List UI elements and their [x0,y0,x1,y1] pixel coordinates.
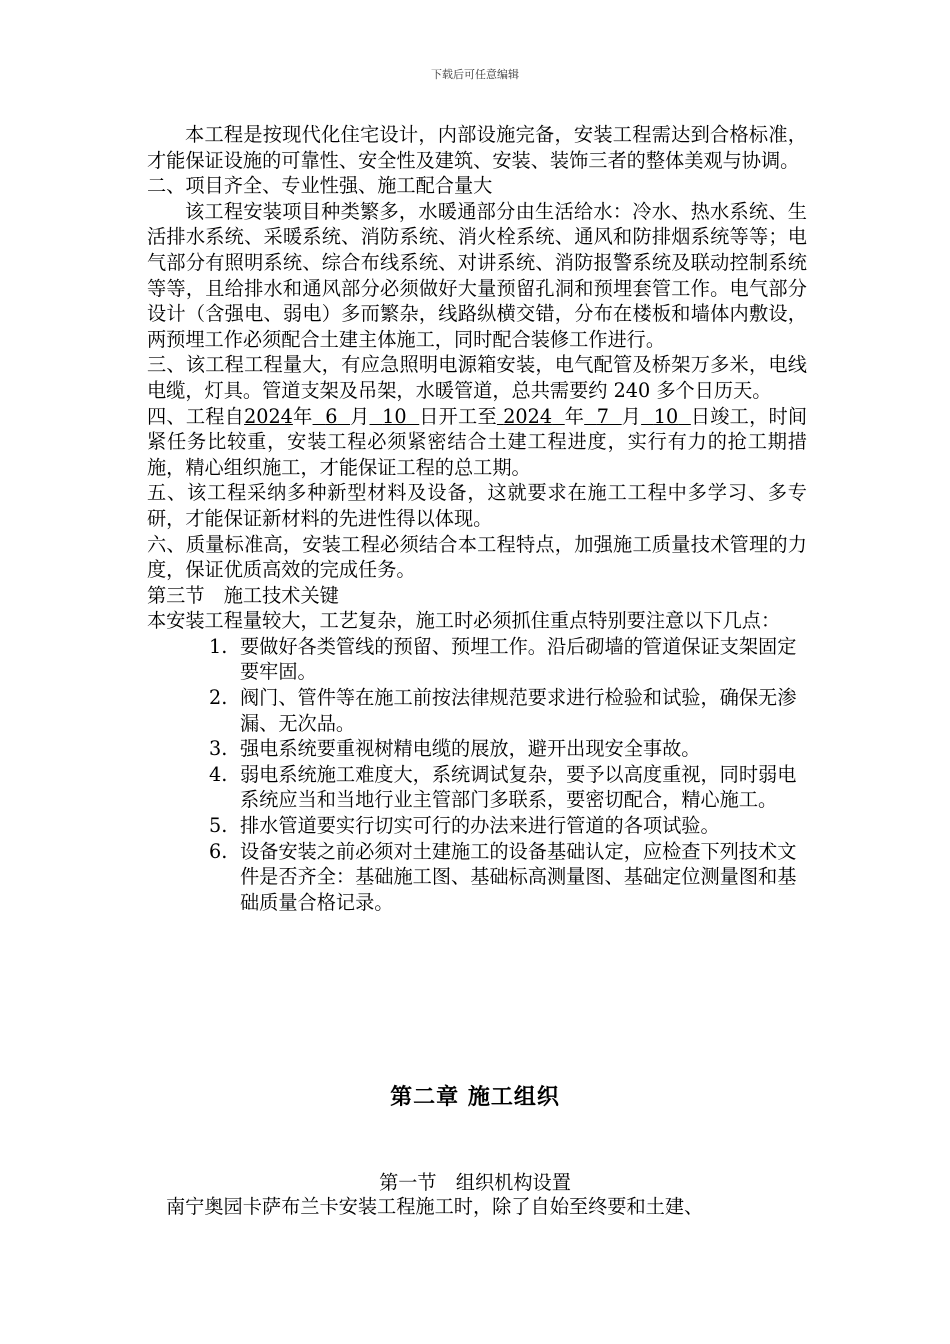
end-month: 7 [596,404,610,428]
list-item: 4. 弱电系统施工难度大，系统调试复杂，要予以高度重视，同时弱电系统应当和当地行业主管部门多联系，要密切配合，精心施工。 [209,762,797,812]
month-label: 月 [350,404,370,428]
tech-key-list [147,634,807,916]
start-day: 10 [382,404,407,428]
section-1-title: 第一节 组织机构设置 [379,1171,571,1194]
start-month: 6 [325,404,338,428]
start-year: 2024 [244,404,293,428]
point-4-suffix: 日竣工，时间紧任务比较重，安装工程必须紧密结合土建工程进度，实行有力的抢工期措施，精心组织施工，才能保证工程的总工期。 [147,404,808,479]
end-day: 10 [653,404,679,428]
body-last-line: 南宁奥园卡萨布兰卡安装工程施工时，除了自始至终要和土建、 [166,1195,704,1218]
chapter-title: 第二章 施工组织 [390,1085,560,1110]
year-label-2: 年 [564,404,585,428]
point-4 [147,404,807,481]
end-year: 2024 [503,404,553,428]
point-2-body: 该工程安装项目种类繁多，水暖通部分由生活给水：冷水、热水系统、生活排水系统、采暖系统、消防系统、消火栓系统、通风和防排烟系统等等；电气部分有照明系统、综合布线系统、对讲系统、消防报警系统及联动控制系统等等，且给排水和通风部分必须做好大量预留孔洞和预埋套管工作。电气部分设计（含强电、弱电）多而繁杂，线路纵横交错，分布在楼板和墙体内敷设，两预埋工作必须配合土建主体施工，同时配合装修工作进行。 [147,199,807,351]
year-label: 年 [292,404,313,428]
point-4-prefix: 四、工程自 [147,404,245,428]
list-item: 5. 排水管道要实行切实可行的办法来进行管道的各项试验。 [209,814,720,838]
point-6: 六、质量标准高，安装工程必须结合本工程特点，加强施工质量技术管理的力度，保证优质高效的完成任务。 [147,532,807,582]
day-to-label: 日开工至 [419,404,497,428]
list-item: 6. 设备安装之前必须对土建施工的设备基础认定，应检查下列技术文件是否齐全：基础施工图、基础标高测量图、基础定位测量图和基础质量合格记录。 [209,839,797,914]
point-3: 三、该工程工程量大，有应急照明电源箱安装，电气配管及桥架万多米，电线电缆，灯具。管道支架及吊架，水暖管道，总共需要约 240 多个日历天。 [147,353,807,402]
list-item: 3. 强电系统要重视树精电缆的展放，避开出现安全事故。 [209,737,701,761]
point-5: 五、该工程采纳多种新型材料及设备，这就要求在施工工程中多学习、多专研，才能保证新材料的先进性得以体现。 [147,481,807,530]
list-item: 2. 阀门、管件等在施工前按法律规范要求进行检验和试验，确保无渗漏、无次品。 [209,686,797,735]
document-body [147,122,807,915]
list-item: 1. 要做好各类管线的预留、预埋工作。沿后砌墙的管道保证支架固定要牢固。 [209,634,797,684]
month-label-2: 月 [621,404,642,428]
intro-paragraph: 本工程是按现代化住宅设计，内部设施完备，安装工程需达到合格标准，才能保证设施的可靠性、安全性及建筑、安装、装饰三者的整体美观与协调。 [147,123,807,172]
section-3-title: 第三节 施工技术关键 [147,583,339,607]
point-2-title: 二、项目齐全、专业性强、施工配合量大 [147,174,493,198]
page-header: 下载后可任意编辑 [431,68,519,81]
section-3-intro: 本安装工程量较大，工艺复杂，施工时必须抓住重点特别要注意以下几点： [147,609,781,633]
